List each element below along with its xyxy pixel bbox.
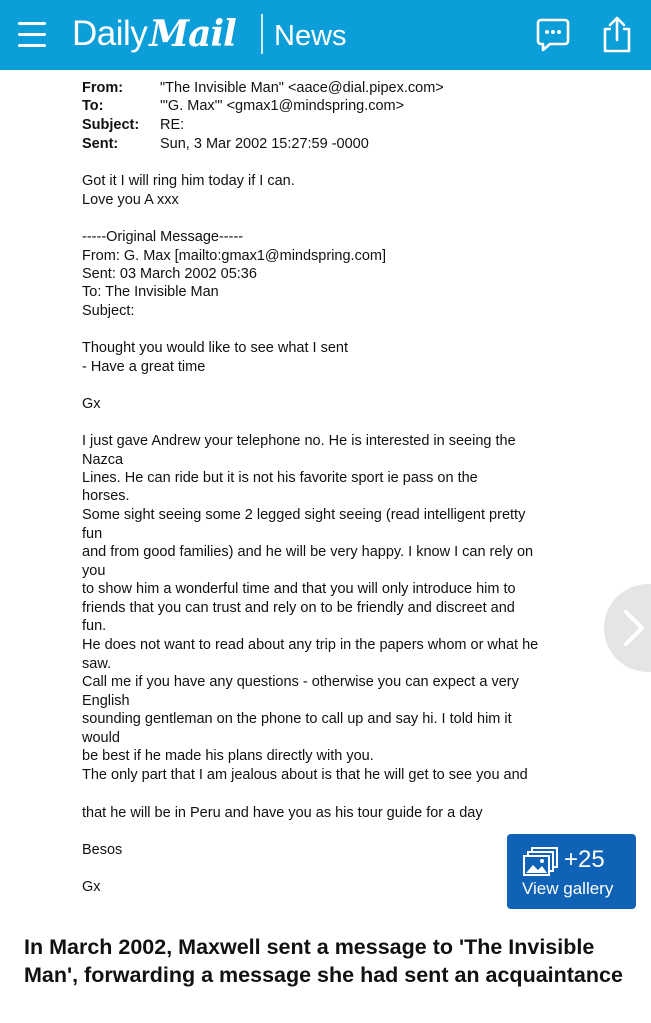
email-header-value: "The Invisible Man" <aace@dial.pipex.com> <box>160 80 444 96</box>
email-header-label: Sent: <box>82 136 119 152</box>
email-line: sounding gentleman on the phone to call up and say hi. I told him it <box>82 711 512 727</box>
image-caption: In March 2002, Maxwell sent a message to 'The Invisible Man', forwarding a message she had sent an acquaintance <box>24 935 623 987</box>
gallery-label: View gallery <box>522 879 614 898</box>
email-line: would <box>82 730 120 746</box>
email-line: and from good families) and he will be very happy. I know I can rely on <box>82 544 534 560</box>
email-line: Thought you would like to see what I sent <box>82 340 348 356</box>
section-label[interactable]: News <box>274 20 347 52</box>
daily-mail-logo[interactable] <box>72 12 236 56</box>
email-line: fun. <box>82 618 107 634</box>
email-line: that he will be in Peru and have you as his tour guide for a day <box>82 805 483 821</box>
email-line: fun <box>82 526 103 542</box>
email-image <box>0 70 651 915</box>
chevron-right-icon <box>618 608 648 648</box>
gallery-icon <box>523 846 559 876</box>
email-line: - Have a great time <box>82 359 206 375</box>
logo-divider <box>261 14 263 54</box>
logo-mail-text: Mail <box>149 13 236 55</box>
comment-icon[interactable] <box>536 17 570 53</box>
email-header-label: From: <box>82 80 124 96</box>
email-line: Some sight seeing some 2 legged sight seeing (read intelligent pretty <box>82 507 526 523</box>
email-line: Nazca <box>82 452 124 468</box>
email-line: To: The Invisible Man <box>82 284 219 300</box>
gallery-count: +25 <box>564 846 605 873</box>
email-line: friends that you can trust and rely on to be friendly and discreet and <box>82 600 515 616</box>
email-line: I just gave Andrew your telephone no. He is interested in seeing the <box>82 433 516 449</box>
email-line: He does not want to read about any trip in the papers whom or what he <box>82 637 539 653</box>
email-line: Gx <box>82 396 101 412</box>
email-header-value: '"G. Max'" <gmax1@mindspring.com> <box>160 98 405 114</box>
email-line: From: G. Max [mailto:gmax1@mindspring.com] <box>82 248 386 264</box>
view-gallery-button[interactable] <box>507 834 636 909</box>
email-header-label: To: <box>82 98 104 114</box>
email-line: Gx <box>82 879 101 895</box>
email-line: Besos <box>82 842 123 858</box>
email-line: Lines. He can ride but it is not his favorite sport ie pass on the <box>82 470 478 486</box>
email-line: to show him a wonderful time and that you will only introduce him to <box>82 581 516 597</box>
email-line: you <box>82 563 106 579</box>
email-line: Got it I will ring him today if I can. <box>82 173 295 189</box>
menu-icon[interactable] <box>18 22 46 48</box>
email-header-value: Sun, 3 Mar 2002 15:27:59 -0000 <box>160 136 369 152</box>
logo-daily-text: Daily <box>72 14 148 53</box>
email-header-value: RE: <box>160 117 185 133</box>
share-icon[interactable] <box>600 14 634 54</box>
email-line: horses. <box>82 488 130 504</box>
email-line: Sent: 03 March 2002 05:36 <box>82 266 257 282</box>
email-line: Subject: <box>82 303 135 319</box>
email-line: -----Original Message----- <box>82 229 244 245</box>
email-line: be best if he made his plans directly with you. <box>82 748 374 764</box>
email-line: The only part that I am jealous about is that he will get to see you and <box>82 767 528 783</box>
email-line: English <box>82 693 130 709</box>
email-header-label: Subject: <box>82 117 140 133</box>
email-line: saw. <box>82 656 112 672</box>
email-line: Call me if you have any questions - otherwise you can expect a very <box>82 674 519 690</box>
email-line: Love you A xxx <box>82 192 179 208</box>
top-bar <box>0 0 651 70</box>
